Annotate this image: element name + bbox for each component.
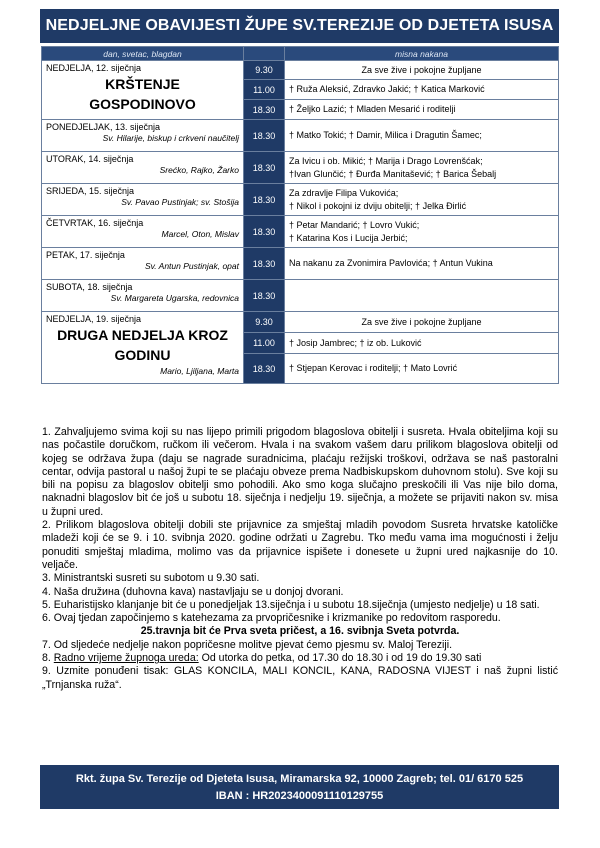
mass-intention: † Matko Tokić; † Damir, Milica i Dragutin Šamec; — [285, 120, 559, 152]
day-name: SRIJEDA, 15. siječnja — [46, 186, 135, 196]
mass-time: 18.30 — [244, 100, 285, 120]
notice-item: 7. Od sljedeće nedjelje nakon popričesne molitve pjevat ćemo pjesmu sv. Maloj Tereziji. — [42, 638, 453, 651]
table-row — [42, 216, 559, 248]
table-row — [42, 184, 559, 216]
day-saint: Marcel, Oton, Mislav — [161, 229, 239, 239]
mass-intention: † Stjepan Kerovac i roditelji; † Mato Lovrić — [285, 354, 559, 384]
mass-intention: † Petar Mandarić; † Lovro Vukić; † Katarina Kos i Lucija Jerbić; — [285, 216, 559, 248]
header-intention-label: misna nakana — [285, 47, 559, 61]
notices-section — [42, 426, 558, 692]
mass-intention: Za sve žive i pokojne župljane — [285, 61, 559, 80]
day-cell-friday — [42, 248, 244, 280]
day-cell-saturday — [42, 280, 244, 312]
mass-time: 18.30 — [244, 184, 285, 216]
mass-intention: † Ruža Aleksić, Zdravko Jakić; † Katica Marković — [285, 80, 559, 100]
day-cell-thursday — [42, 216, 244, 248]
mass-intention: † Josip Jambrec; † iz ob. Luković — [285, 333, 559, 354]
day-saint: Sv. Margareta Ugarska, redovnica — [110, 293, 239, 303]
day-name: SUBOTA, 18. siječnja — [46, 282, 133, 292]
notice-item: 9. Uzmite ponuđeni tisak: GLAS KONCILA, MALI KONCIL, KANA, RADOSNA VIJEST i naš župni listić „Trnjanska ruža“. — [42, 665, 558, 691]
mass-intention: Za Ivicu i ob. Mikić; † Marija i Drago Lovrenšćak; †Ivan Glunčić; † Đurđa Manitašević; † Barica Šebalj — [285, 152, 559, 184]
footer — [40, 765, 559, 809]
mass-intention: † Željko Lazić; † Mladen Mesarić i roditelji — [285, 100, 559, 120]
office-hours-label: Radno vrijeme župnoga ureda: — [53, 652, 199, 665]
mass-time: 18.30 — [244, 152, 285, 184]
mass-intention: Za zdravlje Filipa Vukovića; † Nikol i pokojni iz dviju obitelji; † Jelka Đirlić — [285, 184, 559, 216]
notice-highlight: 25.travnja bit će Prva sveta pričest, a 16. svibnja Sveta potvrda. — [140, 625, 460, 638]
mass-time: 18.30 — [244, 120, 285, 152]
day-saint: Srećko, Rajko, Žarko — [159, 165, 239, 175]
day-name: NEDJELJA, 12. siječnja — [46, 63, 142, 73]
notice-item: 2. Prilikom blagoslova obitelji dobili ste prijavnice za smještaj mladih povodom Susreta hrvatske katoličke mladeži koji će se 9. i 10. svibnja 2020. godine održati u Zagrebu. Tko među vama ima mogućnosti i želju ponuditi smještaj mladima, molimo vas da prijavnice ispišete i donesete u župni ured najkasnije do 10. veljače. — [42, 519, 558, 571]
day-name: ČETVRTAK, 16. siječnja — [46, 218, 144, 228]
mass-time: 9.30 — [244, 312, 285, 333]
notice-item: 5. Euharistijsko klanjanje bit će u ponedjeljak 13.siječnja i u subotu 18.siječnja (umjesto nedjelje) u 18 sati. — [42, 598, 540, 611]
mass-schedule-table — [41, 46, 559, 384]
table-row — [42, 120, 559, 152]
table-row — [42, 152, 559, 184]
day-name: PETAK, 17. siječnja — [46, 250, 125, 260]
day-name: PONEDJELJAK, 13. siječnja — [46, 122, 161, 132]
day-saint: Mario, Ljiljana, Marta — [160, 366, 239, 376]
footer-iban: IBAN : HR2023400091110129755 — [215, 789, 384, 802]
mass-time: 11.00 — [244, 80, 285, 100]
mass-time: 18.30 — [244, 280, 285, 312]
day-saint: Sv. Antun Pustinjak, opat — [144, 261, 239, 271]
notice-item: 3. Ministrantski susreti su subotom u 9.30 sati. — [42, 572, 260, 585]
day-cell-tuesday — [42, 152, 244, 184]
mass-time: 18.30 — [244, 216, 285, 248]
day-saint: Sv. Hilarije, biskup i crkveni naučitelj — [102, 133, 239, 143]
table-row — [42, 61, 559, 80]
day-name: NEDJELJA, 19. siječnja — [46, 314, 142, 324]
mass-time: 18.30 — [244, 248, 285, 280]
mass-time: 9.30 — [244, 61, 285, 80]
notice-item: 1. Zahvaljujemo svima koji su nas lijepo primili prigodom blagoslova obitelji i susreta. Hvala obiteljima koji su nas počastile doručkom, ručkom ili večerom. Hvala i na svakom vašem daru prilikom blagoslova obitelji od kojeg se održava župa (daju se nagrade suradnicima, plaćaju režijski troškovi, održava se naš pastoralni centar, odvija pastoral u našoj župi te se plaćaju obveze prema Nadbiskupskom duhovnom stolu). Sve koji su bili na popisu za blagoslov obitelji smo pohodili. Ako smo koga slučajno preskočili ili Vas nije bilo doma, naknadni blagoslov bit će još u subotu 18. siječnja i nedjelju 19. siječnja, a možete se prijaviti nakon sv. misa u župni ured. — [42, 426, 558, 518]
day-saint: Sv. Pavao Pustinjak; sv. Stošija — [121, 197, 239, 207]
mass-time: 11.00 — [244, 333, 285, 354]
day-name: UTORAK, 14. siječnja — [46, 154, 134, 164]
table-row — [42, 248, 559, 280]
notice-item: 8. Radno vrijeme župnoga ureda: Od utorka do petka, od 17.30 do 18.30 i od 19 do 19.30 sati — [42, 652, 482, 665]
mass-intention: Za sve žive i pokojne župljane — [285, 312, 559, 333]
header-day-label: dan, svetac, blagdan — [42, 47, 244, 61]
table-header-row — [42, 47, 559, 61]
mass-time: 18.30 — [244, 354, 285, 384]
notice-item: 4. Naša družинa (duhovna kava) nastavljaju se u donjoj dvorani. — [42, 585, 344, 598]
notice-item: 6. Ovaj tjedan započinjemo s katehezama za prvopričesnike i krizmanike po redovitom rasporedu. — [42, 612, 501, 625]
table-row — [42, 312, 559, 333]
mass-intention: Na nakanu za Zvonimira Pavlovića; † Antun Vukina — [285, 248, 559, 280]
day-cell-sunday-12 — [42, 61, 244, 120]
day-cell-sunday-19 — [42, 312, 244, 384]
day-cell-monday — [42, 120, 244, 152]
page-title: NEDJELJNE OBAVIJESTI ŽUPE SV.TEREZIJE OD DJETETA ISUSA — [40, 9, 559, 43]
table-row — [42, 280, 559, 312]
footer-address: Rkt. župa Sv. Terezije od Djeteta Isusa, Miramarska 92, 10000 Zagreb; tel. 01/ 6170 525 — [75, 772, 524, 785]
header-time-label — [244, 47, 285, 61]
feast-title: DRUGA NEDJELJA KROZ GODINU — [57, 327, 228, 363]
feast-title: KRŠTENJE GOSPODINOVO — [89, 76, 196, 112]
day-cell-wednesday — [42, 184, 244, 216]
mass-intention — [285, 280, 559, 312]
